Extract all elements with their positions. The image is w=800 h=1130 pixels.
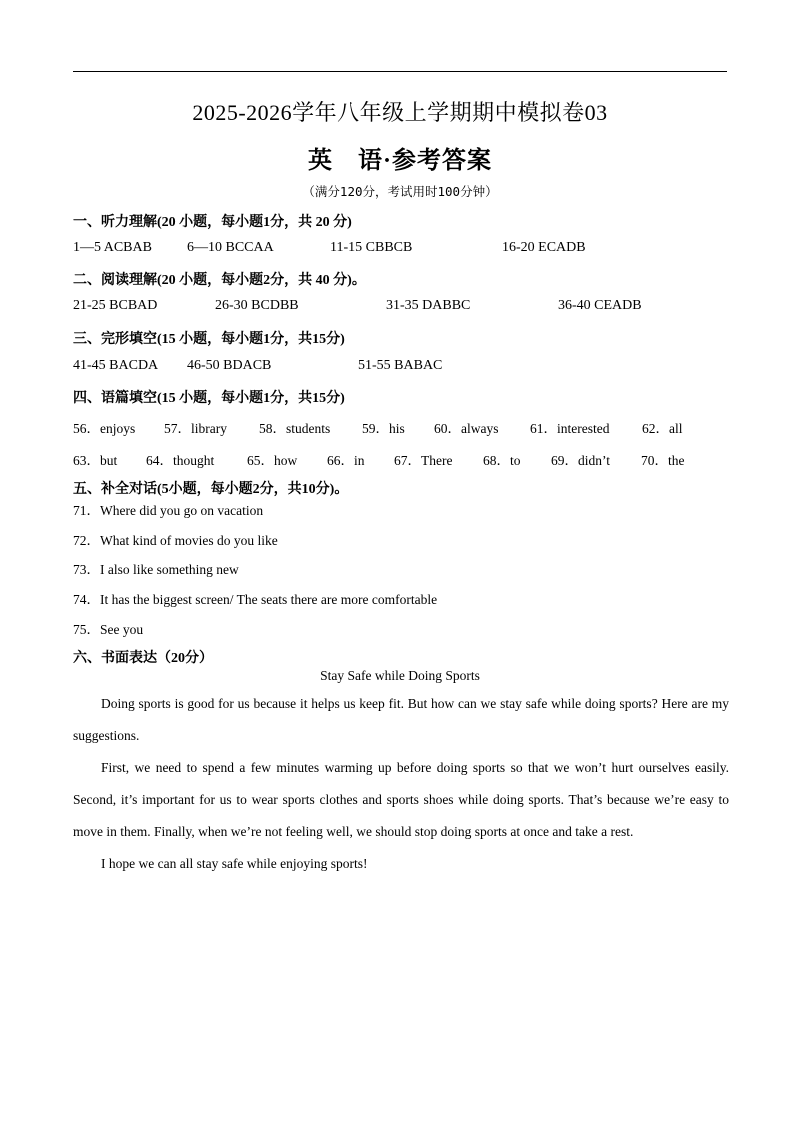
section-5-heading: 五、补全对话(5小题，每小题2分，共10分)。 <box>73 482 349 497</box>
cloze-answer: 58．students <box>259 421 331 436</box>
page-title: 2025-2026学年八年级上学期期中模拟卷03 <box>192 100 608 125</box>
cloze-answer: 64．thought <box>146 453 215 468</box>
answer-group: 36-40 CEADB <box>558 298 642 313</box>
dialogue-answer: 73．I also like something new <box>73 562 239 577</box>
cloze-answer: 63．but <box>73 453 118 468</box>
exam-note: （满分120分，考试用时100分钟） <box>302 184 498 199</box>
cloze-answer: 59．his <box>362 421 405 436</box>
cloze-answer: 62．all <box>642 421 683 436</box>
answer-group: 6—10 BCCAA <box>187 240 274 255</box>
essay-paragraph: Doing sports is good for us because it helps us keep fit. But how can we stay safe while doing sports? Here are my suggestions. <box>73 696 729 743</box>
answer-group: 41-45 BACDA <box>73 358 159 373</box>
cloze-answer: 61．interested <box>530 421 610 436</box>
cloze-answer: 65．how <box>247 453 298 468</box>
cloze-answer: 67．There <box>394 453 453 468</box>
section-4-heading: 四、语篇填空(15 小题，每小题1分，共15分) <box>73 391 345 406</box>
essay-paragraph: I hope we can all stay safe while enjoying sports! <box>101 856 368 871</box>
answer-group: 11-15 CBBCB <box>330 240 413 255</box>
cloze-answer: 68．to <box>483 453 521 468</box>
section-1-heading: 一、听力理解(20 小题，每小题1分，共 20 分) <box>73 215 352 230</box>
essay-paragraph: First, we need to spend a few minutes warming up before doing sports so that we won’t hurt ourselves easily. Second, it’s important for us to wear sports clothes and sports shoes while doing sports. That’s because we’re easy to move in them. Finally, when we’re not feeling well, we should stop doing sports at once and take a rest. <box>73 760 729 839</box>
answer-group: 1—5 ACBAB <box>73 240 152 255</box>
essay-title: Stay Safe while Doing Sports <box>320 668 480 683</box>
cloze-answer: 56．enjoys <box>73 421 136 436</box>
section-3-heading: 三、完形填空(15 小题，每小题1分，共15分) <box>73 332 345 347</box>
answer-group: 46-50 BDACB <box>187 358 272 373</box>
answer-group: 26-30 BCDBB <box>215 298 299 313</box>
section-2-heading: 二、阅读理解(20 小题，每小题2分，共 40 分)。 <box>73 273 366 288</box>
essay-body <box>73 688 729 880</box>
cloze-answer: 60．always <box>434 421 499 436</box>
answer-group: 16-20 ECADB <box>502 240 586 255</box>
top-rule <box>73 71 727 72</box>
cloze-answer: 69．didn’t <box>551 453 611 468</box>
section-6-heading: 六、书面表达（20分） <box>73 651 213 666</box>
cloze-answer: 70．the <box>641 453 685 468</box>
answer-group: 51-55 BABAC <box>358 358 443 373</box>
answer-group: 21-25 BCBAD <box>73 298 158 313</box>
page-subtitle: 英 语·参考答案 <box>307 148 492 174</box>
cloze-answer: 66．in <box>327 453 365 468</box>
dialogue-answer: 75．See you <box>73 622 144 637</box>
dialogue-answer: 74．It has the biggest screen/ The seats there are more comfortable <box>73 592 438 607</box>
cloze-answer: 57．library <box>164 421 227 436</box>
dialogue-answer: 72．What kind of movies do you like <box>73 533 278 548</box>
answer-group: 31-35 DABBC <box>386 298 471 313</box>
dialogue-answer: 71．Where did you go on vacation <box>73 503 264 518</box>
